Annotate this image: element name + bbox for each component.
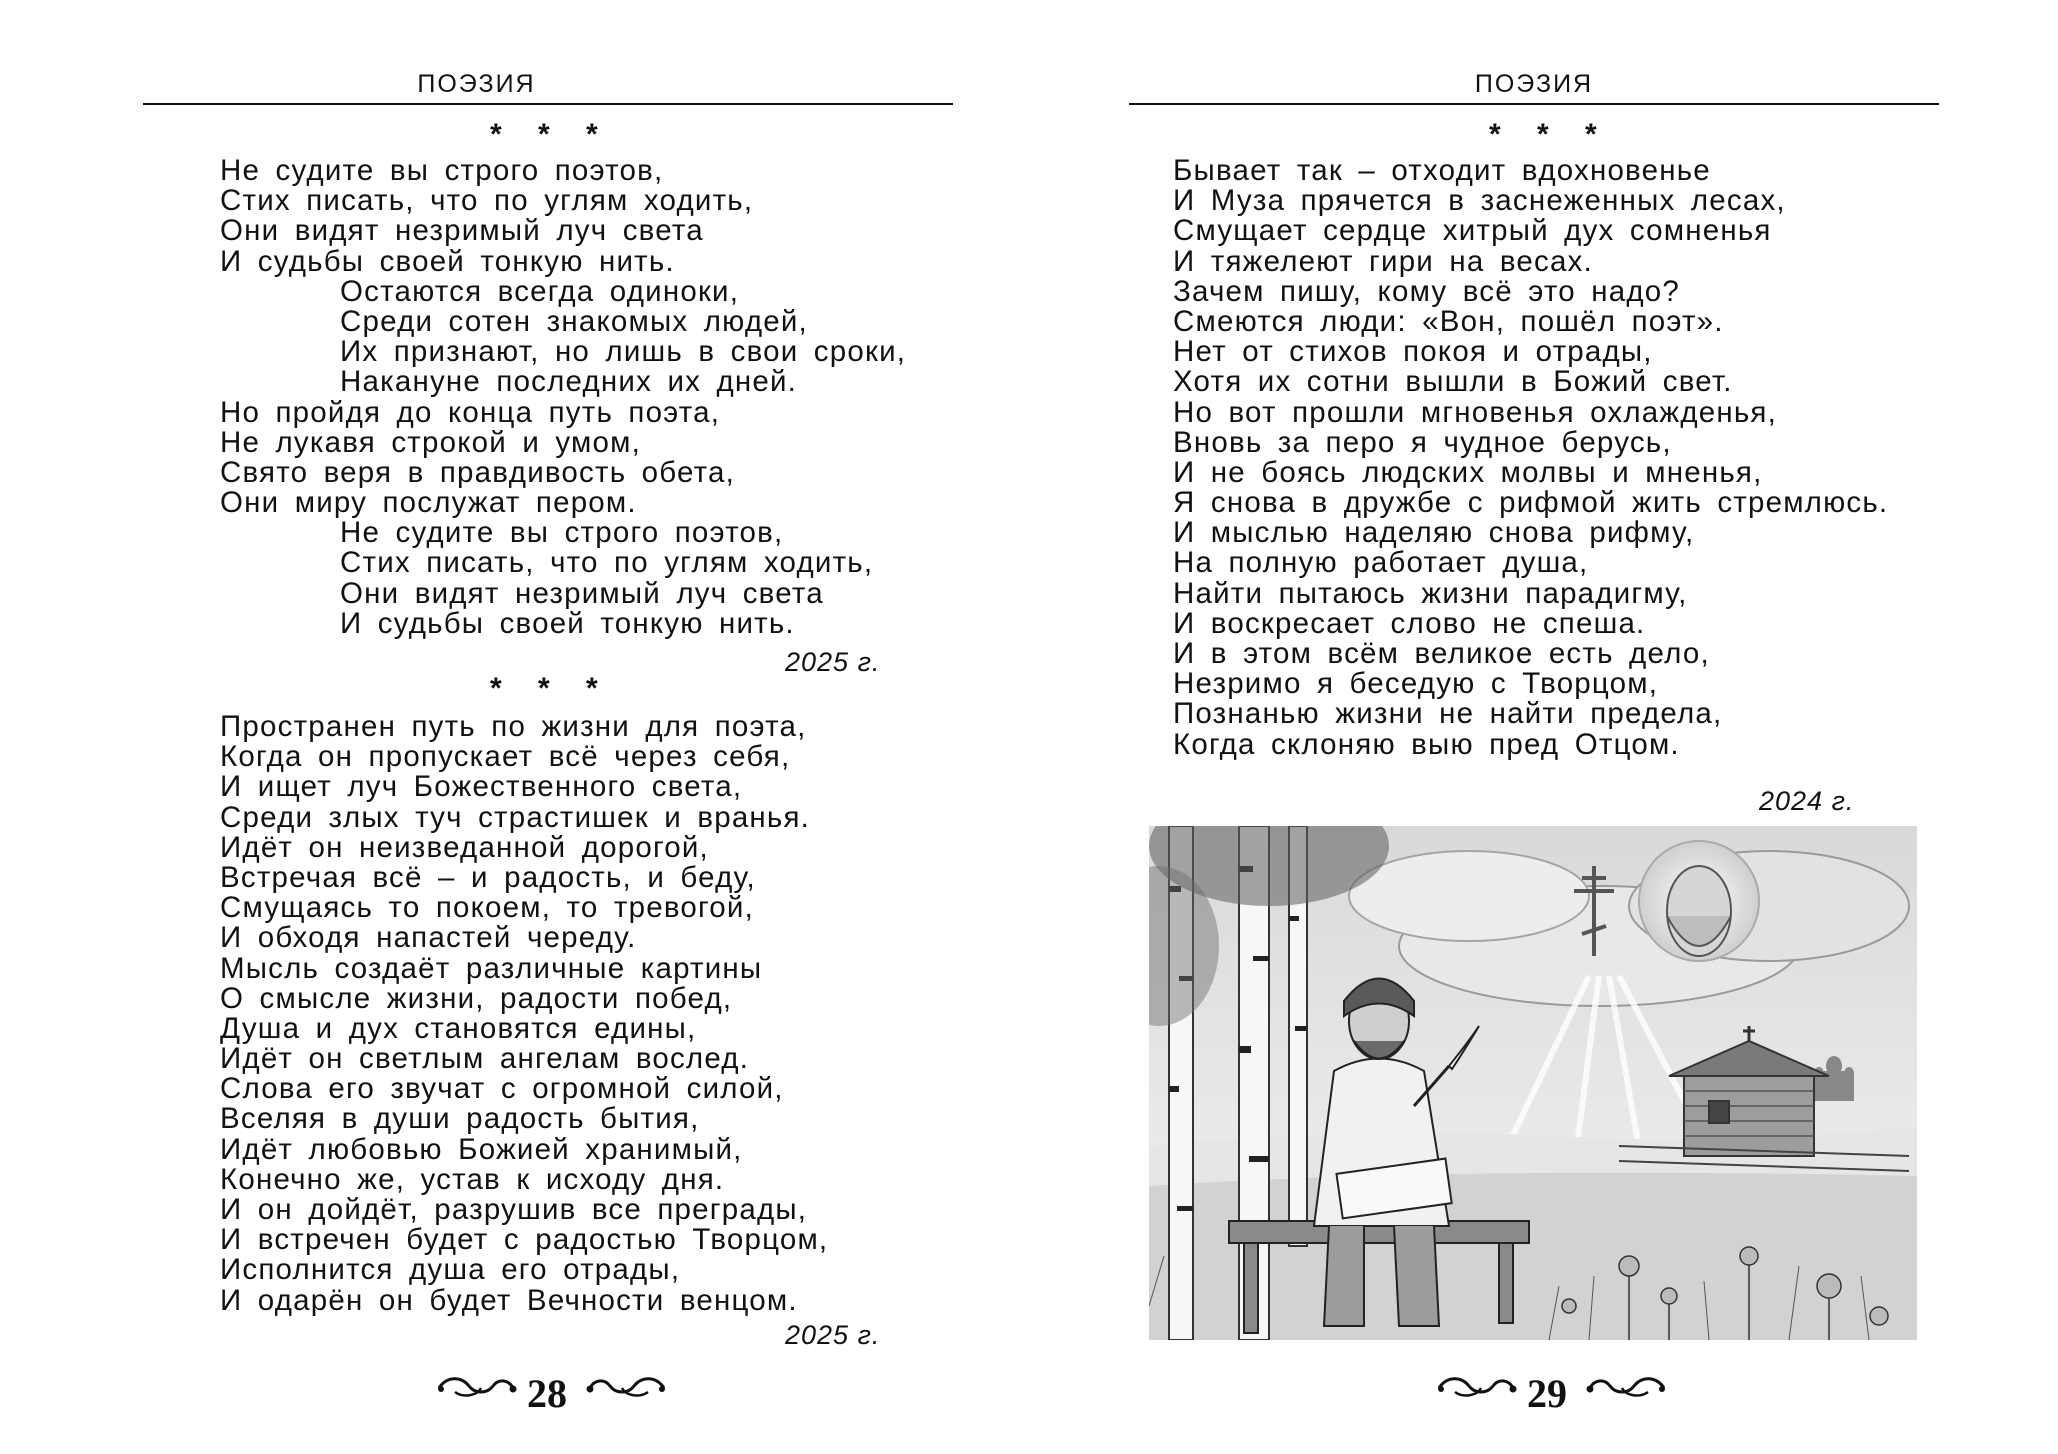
poem-line: И судьбы своей тонкую нить. bbox=[340, 606, 795, 640]
poem-separator: * * * bbox=[490, 672, 612, 705]
poem-line: И ищет луч Божественного света, bbox=[220, 770, 743, 804]
poem-line: И воскресает слово не спеша. bbox=[1173, 606, 1646, 640]
page-number: 28 bbox=[527, 1371, 567, 1416]
poem-line: Свято веря в правдивость обета, bbox=[220, 455, 736, 489]
poem-line: Накануне последних их дней. bbox=[340, 365, 798, 399]
illustration-drawing bbox=[1149, 826, 1917, 1340]
poem-line: Не судите вы строго поэтов, bbox=[220, 154, 664, 187]
poem-line: Смеются люди: «Вон, пошёл поэт». bbox=[1173, 304, 1724, 338]
header-rule bbox=[143, 103, 953, 105]
poem-line: Я снова в дружбе с рифмой жить стремлюсь. bbox=[1173, 486, 1889, 520]
poem-line: Они миру послужат пером. bbox=[220, 486, 637, 520]
poem-line: На полную работает душа, bbox=[1173, 546, 1589, 580]
poem-line: Они видят незримый луч света bbox=[340, 576, 824, 610]
poem-line: И Муза прячется в заснеженных лесах, bbox=[1173, 184, 1786, 218]
poem-line: Они видят незримый луч света bbox=[220, 214, 704, 248]
swirl-ornament-left-icon bbox=[435, 1374, 520, 1400]
poem-line: Их признают, но лишь в свои сроки, bbox=[340, 335, 907, 369]
poem-line: Душа и дух становятся едины, bbox=[220, 1011, 697, 1045]
swirl-ornament-left-icon bbox=[1435, 1374, 1520, 1400]
poem-date: 2024 г. bbox=[1759, 786, 1855, 816]
poem-line: Но вот прошли мгновенья охлажденья, bbox=[1173, 395, 1778, 429]
poem-line: О смысле жизни, радости побед, bbox=[220, 981, 733, 1015]
poem-stanza bbox=[220, 712, 828, 1316]
running-head: ПОЭЗИЯ bbox=[417, 70, 536, 98]
poem-line: Зачем пишу, кому всё это надо? bbox=[1173, 274, 1680, 308]
poem-line: Остаются всегда одиноки, bbox=[340, 274, 740, 308]
poem-line: И тяжелеют гири на весах. bbox=[1173, 244, 1593, 278]
poem-separator: * * * bbox=[490, 118, 612, 151]
poem-separator: * * * bbox=[1489, 118, 1611, 151]
poem-line: Встречая всё – и радость, и беду, bbox=[220, 860, 756, 894]
poem-date: 2025 г. bbox=[785, 1320, 881, 1350]
poem-line: Пространен путь по жизни для поэта, bbox=[220, 710, 807, 743]
poem-stanza bbox=[1173, 156, 1888, 760]
right-page bbox=[1029, 0, 2058, 1454]
running-head: ПОЭЗИЯ bbox=[1474, 70, 1594, 98]
poem-line: И встречен будет с радостью Творцом, bbox=[220, 1223, 829, 1257]
poem-line: Слова его звучат с огромной силой, bbox=[220, 1072, 784, 1106]
poem-line: Не судите вы строго поэтов, bbox=[340, 516, 784, 550]
poem-line: Бывает так – отходит вдохновенье bbox=[1173, 154, 1711, 187]
poem-line: Мысль создаёт различные картины bbox=[220, 951, 763, 985]
poem-line: Когда он пропускает всё через себя, bbox=[220, 740, 791, 774]
poem-line: Вселяя в души радость бытия, bbox=[220, 1102, 700, 1136]
poem-line: И мыслью наделяю снова рифму, bbox=[1173, 516, 1695, 550]
swirl-ornament-right-icon bbox=[583, 1374, 668, 1400]
poem-line: И не боясь людских молвы и мненья, bbox=[1173, 455, 1763, 489]
illustration bbox=[1149, 826, 1917, 1340]
poem-line: Не лукавя строкой и умом, bbox=[220, 425, 641, 459]
poem-line: И он дойдёт, разрушив все преграды, bbox=[220, 1193, 808, 1226]
poem-line: Исполнится душа его отрады, bbox=[220, 1253, 681, 1287]
poem-line: Вновь за перо я чудное берусь, bbox=[1173, 425, 1672, 459]
poem-line: Стих писать, что по углям ходить, bbox=[340, 546, 874, 580]
poem-line: Идёт он светлым ангелам вослед. bbox=[220, 1042, 750, 1076]
header-rule bbox=[1129, 103, 1939, 105]
poem-line: Смущаясь то покоем, то тревогой, bbox=[220, 891, 754, 925]
poem-line: Хотя их сотни вышли в Божий свет. bbox=[1173, 365, 1733, 399]
poem-line: Нет от стихов покоя и отрады, bbox=[1173, 335, 1653, 369]
poem-date: 2025 г. bbox=[785, 647, 881, 677]
poem-line: Незримо я беседую с Творцом, bbox=[1173, 667, 1659, 701]
poem-line: Найти пытаюсь жизни парадигму, bbox=[1173, 576, 1688, 610]
poem-line: Когда склоняю выю пред Отцом. bbox=[1173, 727, 1680, 761]
poem-line: Стих писать, что по углям ходить, bbox=[220, 184, 754, 218]
poem-line: Идёт он неизведанной дорогой, bbox=[220, 830, 709, 864]
poem-line: Познанью жизни не найти предела, bbox=[1173, 697, 1723, 731]
poem-line: Но пройдя до конца путь поэта, bbox=[220, 395, 721, 429]
poem-line: Смущает сердце хитрый дух сомненья bbox=[1173, 214, 1772, 248]
poem-line: И судьбы своей тонкую нить. bbox=[220, 244, 675, 278]
swirl-ornament-right-icon bbox=[1583, 1374, 1668, 1400]
poem-line: Идёт любовью Божией хранимый, bbox=[220, 1132, 743, 1166]
poem-line: Среди злых туч страстишек и вранья. bbox=[220, 800, 811, 834]
poem-line: Среди сотен знакомых людей, bbox=[340, 304, 808, 338]
poem-line: И одарён он будет Вечности венцом. bbox=[220, 1283, 798, 1317]
page-number: 29 bbox=[1527, 1371, 1567, 1416]
poem-line: И в этом всём великое есть дело, bbox=[1173, 637, 1710, 670]
poem-line: Конечно же, устав к исходу дня. bbox=[220, 1162, 725, 1196]
poem-stanza bbox=[220, 156, 906, 639]
poem-line: И обходя напастей череду. bbox=[220, 921, 637, 955]
